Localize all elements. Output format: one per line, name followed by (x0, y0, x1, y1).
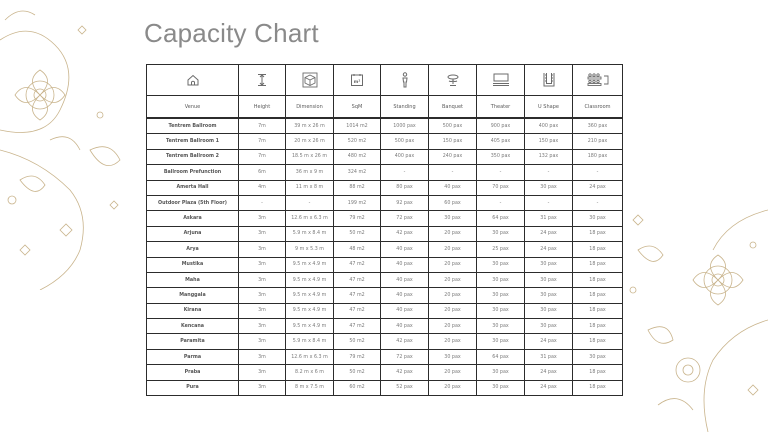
cell-sqm: 50 m2 (334, 365, 381, 380)
cell-standing: 40 pax (381, 272, 429, 287)
cell-dimension: 9.5 m x 4.9 m (286, 272, 334, 287)
cell-banquet: 30 pax (429, 211, 477, 226)
table-row (147, 365, 623, 380)
cell-standing: 40 pax (381, 319, 429, 334)
cell-venue: Kirana (147, 303, 239, 318)
cell-dimension: 9.5 m x 4.9 m (286, 257, 334, 272)
cell-ushape: 30 pax (525, 319, 573, 334)
cell-dimension: 12.6 m x 6.3 m (286, 211, 334, 226)
cell-height: 7m (239, 134, 286, 149)
cell-classroom: 18 pax (573, 334, 623, 349)
cell-theater: 30 pax (477, 303, 525, 318)
cell-classroom: 210 pax (573, 134, 623, 149)
cell-height: 7m (239, 149, 286, 164)
cell-classroom: 18 pax (573, 365, 623, 380)
cell-ushape: - (525, 165, 573, 180)
cell-classroom: 18 pax (573, 288, 623, 303)
cell-dimension: 12.6 m x 6.3 m (286, 349, 334, 364)
cell-dimension: 9 m x 5.3 m (286, 242, 334, 257)
cell-theater: - (477, 195, 525, 210)
cell-ushape: 24 pax (525, 242, 573, 257)
column-header-standing: Standing (381, 96, 429, 119)
table-row (147, 272, 623, 287)
cell-dimension: - (286, 195, 334, 210)
cell-sqm: 480 m2 (334, 149, 381, 164)
cell-height: 3m (239, 242, 286, 257)
cell-venue: Amerta Hall (147, 180, 239, 195)
height-icon (239, 65, 286, 96)
cell-theater: 30 pax (477, 226, 525, 241)
cell-sqm: 79 m2 (334, 211, 381, 226)
cell-venue: Manggala (147, 288, 239, 303)
cell-standing: 52 pax (381, 380, 429, 395)
floral-ornament-left-icon (0, 0, 140, 290)
cell-ushape: 150 pax (525, 134, 573, 149)
cell-ushape: 30 pax (525, 180, 573, 195)
cell-dimension: 8 m x 7.5 m (286, 380, 334, 395)
cell-venue: Paramita (147, 334, 239, 349)
cell-banquet: - (429, 165, 477, 180)
cell-sqm: 520 m2 (334, 134, 381, 149)
cell-standing: 1000 pax (381, 118, 429, 134)
table-row (147, 349, 623, 364)
column-header-theater: Theater (477, 96, 525, 119)
cell-banquet: 40 pax (429, 180, 477, 195)
theater-screen-icon (477, 65, 525, 96)
column-header-height: Height (239, 96, 286, 119)
banquet-table-icon (429, 65, 477, 96)
floral-ornament-right-icon (618, 190, 768, 432)
cell-dimension: 11 m x 8 m (286, 180, 334, 195)
cell-height: - (239, 195, 286, 210)
table-row (147, 180, 623, 195)
cell-venue: Askara (147, 211, 239, 226)
cell-dimension: 5.9 m x 8.4 m (286, 226, 334, 241)
table-row (147, 319, 623, 334)
cell-dimension: 18.5 m x 26 m (286, 149, 334, 164)
cell-classroom: 18 pax (573, 272, 623, 287)
cell-banquet: 30 pax (429, 349, 477, 364)
cell-theater: 70 pax (477, 180, 525, 195)
cell-sqm: 88 m2 (334, 180, 381, 195)
cell-height: 3m (239, 226, 286, 241)
cell-sqm: 60 m2 (334, 380, 381, 395)
cell-height: 7m (239, 118, 286, 134)
cell-ushape: 30 pax (525, 303, 573, 318)
cell-banquet: 500 pax (429, 118, 477, 134)
cell-height: 3m (239, 288, 286, 303)
cell-height: 3m (239, 349, 286, 364)
cell-banquet: 20 pax (429, 242, 477, 257)
cell-classroom: 30 pax (573, 349, 623, 364)
table-row (147, 134, 623, 149)
cell-ushape: 24 pax (525, 380, 573, 395)
table-row (147, 257, 623, 272)
cell-venue: Parma (147, 349, 239, 364)
cell-dimension: 8.2 m x 6 m (286, 365, 334, 380)
cell-height: 6m (239, 165, 286, 180)
cell-sqm: 47 m2 (334, 303, 381, 318)
cell-classroom: - (573, 165, 623, 180)
cell-standing: 42 pax (381, 226, 429, 241)
cell-sqm: 47 m2 (334, 257, 381, 272)
cell-standing: 72 pax (381, 349, 429, 364)
cell-standing: 40 pax (381, 303, 429, 318)
cell-standing: 42 pax (381, 365, 429, 380)
cell-theater: 405 pax (477, 134, 525, 149)
cell-sqm: 47 m2 (334, 319, 381, 334)
column-header-ushape: U Shape (525, 96, 573, 119)
cell-sqm: 47 m2 (334, 272, 381, 287)
cell-ushape: - (525, 195, 573, 210)
cell-classroom: - (573, 195, 623, 210)
cell-ushape: 400 pax (525, 118, 573, 134)
cell-venue: Praba (147, 365, 239, 380)
cell-standing: 80 pax (381, 180, 429, 195)
cell-theater: 30 pax (477, 380, 525, 395)
column-header-classroom: Classroom (573, 96, 623, 119)
cell-venue: Outdoor Plaza (5th Floor) (147, 195, 239, 210)
cell-sqm: 79 m2 (334, 349, 381, 364)
cell-ushape: 31 pax (525, 349, 573, 364)
cell-theater: 30 pax (477, 272, 525, 287)
cell-ushape: 24 pax (525, 226, 573, 241)
table-row (147, 334, 623, 349)
cell-banquet: 20 pax (429, 303, 477, 318)
cell-sqm: 47 m2 (334, 288, 381, 303)
cell-sqm: 50 m2 (334, 334, 381, 349)
cell-ushape: 30 pax (525, 257, 573, 272)
cell-venue: Tentrem Ballroom (147, 118, 239, 134)
table-row (147, 118, 623, 134)
cell-standing: 500 pax (381, 134, 429, 149)
cell-theater: - (477, 165, 525, 180)
capacity-table (146, 64, 623, 396)
floor-area-icon (334, 65, 381, 96)
cell-ushape: 132 pax (525, 149, 573, 164)
cell-dimension: 9.5 m x 4.9 m (286, 319, 334, 334)
cell-banquet: 150 pax (429, 134, 477, 149)
cell-height: 3m (239, 303, 286, 318)
cell-sqm: 324 m2 (334, 165, 381, 180)
cell-venue: Kencana (147, 319, 239, 334)
cell-banquet: 20 pax (429, 226, 477, 241)
dimension-cube-icon (286, 65, 334, 96)
cell-standing: 72 pax (381, 211, 429, 226)
cell-venue: Pura (147, 380, 239, 395)
cell-dimension: 9.5 m x 4.9 m (286, 303, 334, 318)
cell-height: 3m (239, 272, 286, 287)
cell-dimension: 9.5 m x 4.9 m (286, 288, 334, 303)
cell-classroom: 180 pax (573, 149, 623, 164)
cell-standing: 40 pax (381, 288, 429, 303)
cell-sqm: 50 m2 (334, 226, 381, 241)
column-header-dimension: Dimension (286, 96, 334, 119)
cell-classroom: 360 pax (573, 118, 623, 134)
cell-classroom: 18 pax (573, 319, 623, 334)
home-icon (147, 65, 239, 96)
cell-height: 3m (239, 380, 286, 395)
table-row (147, 288, 623, 303)
table-row (147, 303, 623, 318)
cell-ushape: 31 pax (525, 211, 573, 226)
cell-sqm: 1014 m2 (334, 118, 381, 134)
cell-height: 3m (239, 365, 286, 380)
cell-sqm: 199 m2 (334, 195, 381, 210)
cell-theater: 30 pax (477, 365, 525, 380)
cell-dimension: 5.9 m x 8.4 m (286, 334, 334, 349)
cell-standing: 400 pax (381, 149, 429, 164)
cell-banquet: 20 pax (429, 380, 477, 395)
cell-classroom: 18 pax (573, 242, 623, 257)
cell-venue: Tentrem Ballroom 1 (147, 134, 239, 149)
cell-venue: Arya (147, 242, 239, 257)
cell-height: 3m (239, 257, 286, 272)
page-title: Capacity Chart (144, 18, 319, 48)
cell-ushape: 24 pax (525, 334, 573, 349)
column-header-sqm: SqM (334, 96, 381, 119)
table-row (147, 195, 623, 210)
cell-theater: 900 pax (477, 118, 525, 134)
cell-ushape: 24 pax (525, 365, 573, 380)
table-row (147, 380, 623, 395)
cell-dimension: 36 m x 9 m (286, 165, 334, 180)
cell-classroom: 24 pax (573, 180, 623, 195)
cell-ushape: 30 pax (525, 288, 573, 303)
cell-height: 3m (239, 211, 286, 226)
u-shape-icon (525, 65, 573, 96)
cell-theater: 30 pax (477, 319, 525, 334)
cell-theater: 350 pax (477, 149, 525, 164)
cell-sqm: 48 m2 (334, 242, 381, 257)
table-row (147, 149, 623, 164)
cell-dimension: 39 m x 26 m (286, 118, 334, 134)
column-header-venue: Venue (147, 96, 239, 119)
cell-classroom: 18 pax (573, 380, 623, 395)
cell-venue: Mustika (147, 257, 239, 272)
cell-theater: 30 pax (477, 257, 525, 272)
table-row (147, 226, 623, 241)
cell-theater: 30 pax (477, 334, 525, 349)
classroom-icon (573, 65, 623, 96)
cell-banquet: 20 pax (429, 272, 477, 287)
cell-classroom: 18 pax (573, 226, 623, 241)
cell-ushape: 30 pax (525, 272, 573, 287)
cell-standing: - (381, 165, 429, 180)
cell-classroom: 18 pax (573, 257, 623, 272)
cell-height: 3m (239, 334, 286, 349)
cell-banquet: 20 pax (429, 365, 477, 380)
cell-banquet: 20 pax (429, 319, 477, 334)
cell-classroom: 30 pax (573, 211, 623, 226)
cell-theater: 25 pax (477, 242, 525, 257)
table-row (147, 165, 623, 180)
cell-banquet: 60 pax (429, 195, 477, 210)
cell-theater: 64 pax (477, 211, 525, 226)
cell-banquet: 20 pax (429, 334, 477, 349)
table-row (147, 211, 623, 226)
cell-theater: 30 pax (477, 288, 525, 303)
cell-venue: Arjuna (147, 226, 239, 241)
cell-height: 3m (239, 319, 286, 334)
column-header-banquet: Banquet (429, 96, 477, 119)
standing-person-icon (381, 65, 429, 96)
table-row (147, 242, 623, 257)
cell-theater: 64 pax (477, 349, 525, 364)
cell-banquet: 240 pax (429, 149, 477, 164)
cell-standing: 92 pax (381, 195, 429, 210)
cell-height: 4m (239, 180, 286, 195)
cell-standing: 42 pax (381, 334, 429, 349)
cell-banquet: 20 pax (429, 257, 477, 272)
cell-dimension: 20 m x 26 m (286, 134, 334, 149)
cell-venue: Tentrem Ballroom 2 (147, 149, 239, 164)
cell-classroom: 18 pax (573, 303, 623, 318)
cell-venue: Ballroom Prefunction (147, 165, 239, 180)
cell-banquet: 20 pax (429, 288, 477, 303)
svg-text:m²: m² (353, 80, 361, 85)
cell-standing: 40 pax (381, 257, 429, 272)
cell-standing: 40 pax (381, 242, 429, 257)
cell-venue: Maha (147, 272, 239, 287)
